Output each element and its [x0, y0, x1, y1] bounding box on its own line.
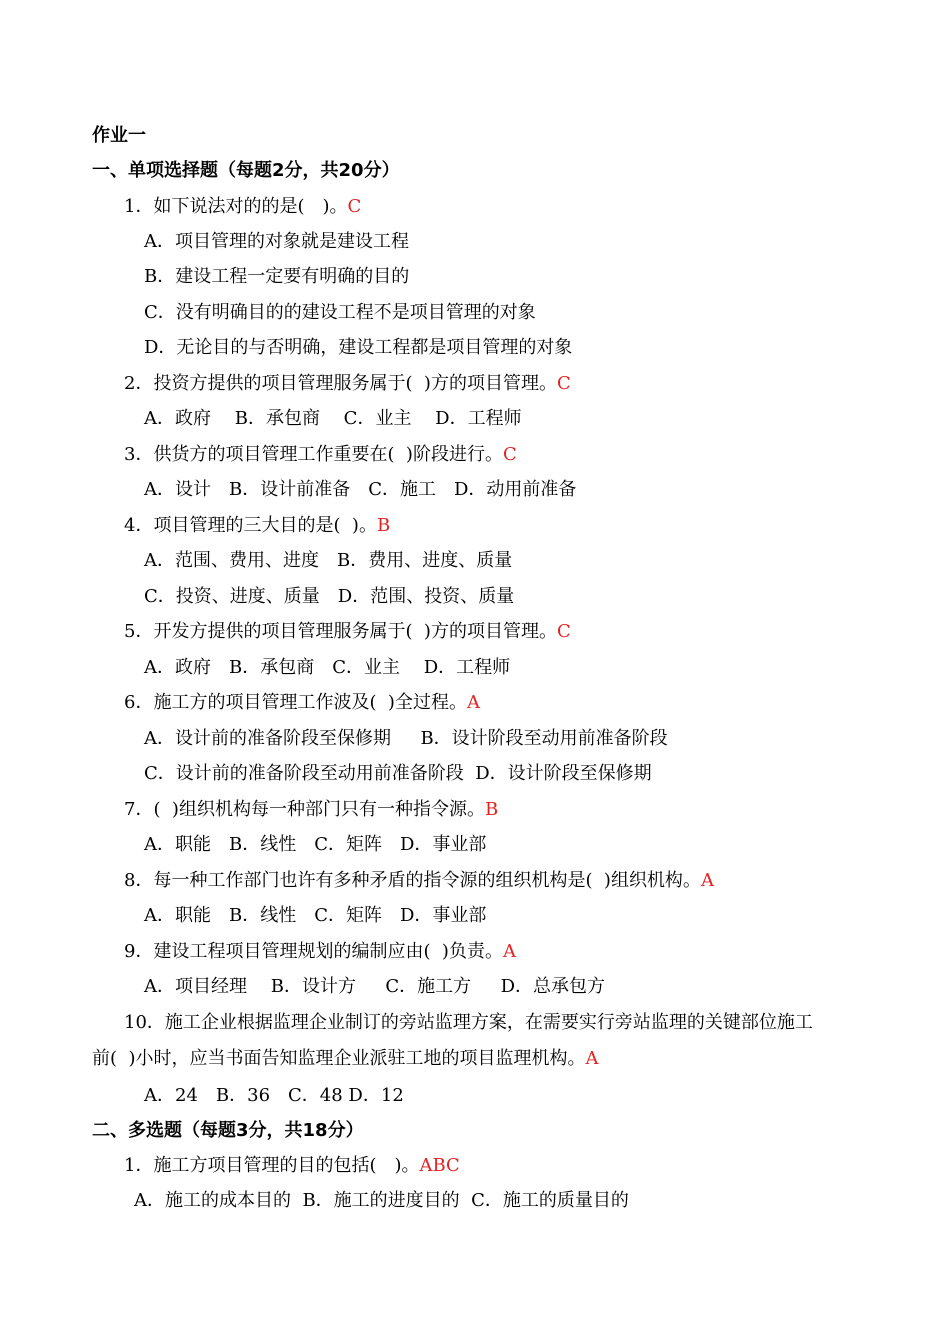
- question-text: 前( )小时，应当书面告知监理企业派驻工地的项目监理机构。: [92, 1048, 586, 1069]
- question-text: 4．项目管理的三大目的是( )。: [124, 515, 377, 536]
- question-stem: [124, 371, 571, 397]
- answer-key: C: [556, 373, 571, 394]
- answer-key: A: [585, 1048, 599, 1069]
- answer-key: B: [376, 515, 391, 536]
- question-text: 1．如下说法对的的是( )。: [124, 196, 348, 217]
- question-stem-line: 10．施工企业根据监理企业制订的旁站监理方案，在需要实行旁站监理的关键部位施工: [124, 1012, 813, 1033]
- question-text: 3．供货方的项目管理工作重要在( )阶段进行。: [124, 444, 503, 465]
- question-text: 6．施工方的项目管理工作波及( )全过程。: [124, 692, 467, 713]
- section-heading-multiple-choice: 二、多选题（每题3分，共18分）: [92, 1120, 364, 1141]
- question-text: 2．投资方提供的项目管理服务属于( )方的项目管理。: [124, 373, 557, 394]
- option-line: A．24 B．36 C．48 D．12: [144, 1085, 404, 1106]
- answer-key: A: [502, 941, 516, 962]
- option-line: C．设计前的准备阶段至动用前准备阶段 D．设计阶段至保修期: [144, 763, 652, 784]
- question-stem: [124, 442, 517, 468]
- option-line: A．职能 B．线性 C．矩阵 D．事业部: [144, 905, 487, 926]
- answer-key: C: [347, 196, 362, 217]
- option-line: A．项目管理的对象就是建设工程: [144, 231, 409, 252]
- option-line: A．政府 B．承包商 C．业主 D．工程师: [144, 408, 522, 429]
- option-line: A．项目经理 B．设计方 C．施工方 D．总承包方: [144, 976, 606, 997]
- option-line: A．设计 B．设计前准备 C．施工 D．动用前准备: [144, 479, 577, 500]
- question-stem: [124, 868, 714, 894]
- question-stem: [92, 1046, 599, 1072]
- option-line: A．职能 B．线性 C．矩阵 D．事业部: [144, 834, 487, 855]
- option-line: B．建设工程一定要有明确的目的: [144, 266, 410, 287]
- option-line: A．设计前的准备阶段至保修期 B．设计阶段至动用前准备阶段: [144, 728, 668, 749]
- option-line: C．投资、进度、质量 D．范围、投资、质量: [144, 586, 515, 607]
- question-stem: [124, 194, 361, 220]
- question-stem: [124, 1153, 460, 1179]
- question-stem: [124, 939, 516, 965]
- answer-key: A: [466, 692, 480, 713]
- question-text: 5．开发方提供的项目管理服务属于( )方的项目管理。: [124, 621, 557, 642]
- answer-key: B: [484, 799, 499, 820]
- answer-key: C: [556, 621, 571, 642]
- section-heading-single-choice: 一、单项选择题（每题2分，共20分）: [92, 160, 400, 181]
- question-text: 8．每一种工作部门也许有多种矛盾的指令源的组织机构是( )组织机构。: [124, 870, 701, 891]
- option-line: D．无论目的与否明确，建设工程都是项目管理的对象: [144, 337, 573, 358]
- answer-key: ABC: [419, 1155, 460, 1176]
- document-title: 作业一: [92, 125, 146, 146]
- option-line: A．政府 B．承包商 C．业主 D．工程师: [144, 657, 511, 678]
- question-stem: [124, 690, 480, 716]
- question-text: 7．( )组织机构每一种部门只有一种指令源。: [124, 799, 485, 820]
- answer-key: C: [502, 444, 517, 465]
- question-text: 1．施工方项目管理的目的包括( )。: [124, 1155, 420, 1176]
- option-line: A．范围、费用、进度 B．费用、进度、质量: [144, 550, 513, 571]
- answer-key: A: [700, 870, 714, 891]
- question-stem: [124, 513, 390, 539]
- question-stem: [124, 619, 571, 645]
- option-line: C．没有明确目的的建设工程不是项目管理的对象: [144, 302, 536, 323]
- question-text: 9．建设工程项目管理规划的编制应由( )负责。: [124, 941, 503, 962]
- option-line: A．施工的成本目的 B．施工的进度目的 C．施工的质量目的: [134, 1190, 629, 1211]
- question-stem: [124, 797, 498, 823]
